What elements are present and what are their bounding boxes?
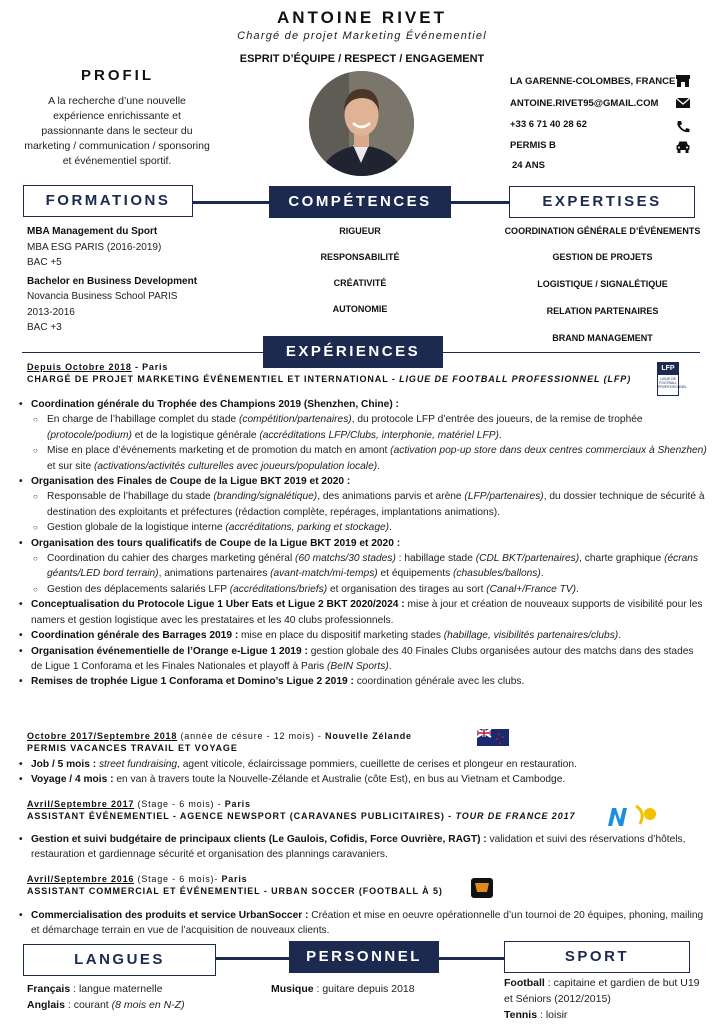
contact-phone[interactable] [510, 119, 695, 130]
experience-4-title: ASSISTANT COMMERCIAL ET ÉVÉNEMENTIEL - URBAN SOCCER (FOOTBALL À 5) [27, 886, 443, 896]
phone-text[interactable]: +33 6 71 40 28 62 [510, 119, 587, 130]
urban-soccer-logo [471, 878, 493, 898]
mail-icon [675, 96, 691, 110]
profile-photo [309, 71, 414, 176]
formation-2-title: Bachelor en Business Development [27, 275, 198, 287]
list-item: • Coordination générale des Barrages 2019 : mise en place du dispositif marketing stades (habillage, visibilités partenaires/clubs). [17, 628, 707, 643]
list-item: • Organisation des tours qualificatifs de Coupe de la Ligue BKT 2019 et 2020 : [17, 536, 707, 551]
expertises-heading: EXPERTISES [509, 186, 695, 218]
experience-4-details [17, 908, 707, 939]
expertise-item: COORDINATION GÉNÉRALE D’ÉVÉNEMENTS [504, 226, 701, 236]
experience-3-details [17, 832, 707, 863]
experience-4-date: Avril/Septembre 2016 (Stage - 6 mois)- Paris [27, 874, 248, 884]
list-item: • Organisation événementielle de l’Orange e-Ligue 1 2019 : gestion globale des 40 Finales Clubs organisées autour des matchs dans des stades de Ligue 1 Conforama et les Finales Nationales et playoff à Paris (BeIN Sports). [17, 644, 707, 675]
formation-2-years: 2013-2016 [27, 306, 75, 318]
langue-item: Anglais : courant (8 mois en N-Z) [27, 999, 185, 1011]
list-item: • Commercialisation des produits et service UrbanSoccer : Création et mise en oeuvre opérationnelle d’un tournoi de 20 équipes, phoning, mailing et démarchage terrain en vue de l’acquisition de nouveaux clients. [17, 908, 707, 939]
competence-item: RESPONSABILITÉ [320, 252, 400, 262]
experience-1-date: Depuis Octobre 2018 - Paris [27, 362, 169, 372]
job-title: Chargé de projet Marketing Événementiel [237, 30, 487, 42]
formations-heading: FORMATIONS [23, 185, 193, 217]
experience-3-date: Avril/Septembre 2017 (Stage - 6 mois) - Paris [27, 799, 251, 809]
list-item: ○ Gestion globale de la logistique interne (accréditations, parking et stockage). [17, 520, 707, 535]
contact-address [510, 76, 695, 87]
experience-2-details [17, 757, 707, 788]
formation-2-school: Novancia Business School PARIS [27, 291, 178, 302]
list-item: ○ Mise en place d’événements marketing et de promotion du match en amont (activation pop-up store dans deux centres commerciaux à Shenzhen) et sur site (activations/activités culturelles avec joueurs/population locale). [17, 443, 707, 474]
competences-heading: COMPÉTENCES [269, 186, 451, 218]
experience-2-date: Octobre 2017/Septembre 2018 (année de césure - 12 mois) - Nouvelle Zélande [27, 731, 412, 741]
langue-item: Français : langue maternelle [27, 983, 163, 995]
contact-email[interactable] [510, 98, 695, 109]
expertise-item: RELATION PARTENAIRES [546, 306, 659, 316]
list-item: • Conceptualisation du Protocole Ligue 1 Uber Eats et Ligue 2 BKT 2020/2024 : mise à jour et création de nouveaux supports de visibilité pour les namers et gestion logistique avec les prestataires et les 40 clubs professionnels. [17, 597, 707, 628]
candidate-name: ANTOINE RIVET [277, 8, 447, 27]
experience-1-title: CHARGÉ DE PROJET MARKETING ÉVÉNEMENTIEL ET INTERNATIONAL - LIGUE DE FOOTBALL PROFESSIONNEL (LFP) [27, 374, 632, 384]
competence-item: RIGUEUR [339, 226, 381, 236]
list-item: • Job / 5 mois : street fundraising, agent viticole, éclaircissage pommiers, cueillette de cerises et plongeur en restauration. [17, 757, 707, 772]
experiences-heading: EXPÉRIENCES [263, 336, 443, 368]
experience-3-title: ASSISTANT ÉVÉNEMENTIEL - AGENCE NEWSPORT (CARAVANES PUBLICITAIRES) - TOUR DE FRANCE 2017 [27, 811, 576, 821]
expertise-item: GESTION DE PROJETS [552, 252, 653, 262]
email-text[interactable]: ANTOINE.RIVET95@GMAIL.COM [510, 98, 659, 109]
sport-heading: SPORT [504, 941, 690, 973]
phone-icon [675, 120, 691, 134]
expertise-item: BRAND MANAGEMENT [552, 333, 653, 343]
experience-2-title: PERMIS VACANCES TRAVAIL ET VOYAGE [27, 743, 238, 753]
newsport-logo [606, 804, 662, 828]
formations-list [27, 224, 257, 336]
list-item: ○ Responsable de l’habillage du stade (branding/signalétique), des animations parvis et arène (LFP/partenaires), du dossier technique de sécurité à destination des exploitants et préfectures (rédaction complète, repérages, implantations animations). [17, 489, 707, 520]
sport-item: Tennis : loisir [504, 1009, 568, 1021]
formation-1-title: MBA Management du Sport [27, 226, 158, 237]
personnel-item: Musique : guitare depuis 2018 [271, 983, 415, 995]
list-item: • Coordination générale du Trophée des Champions 2019 (Shenzhen, Chine) : [17, 397, 707, 412]
contact-age: 24 ANS [512, 160, 545, 171]
langues-list [27, 981, 257, 1013]
formation-2-level: BAC +3 [27, 322, 62, 333]
home-icon [675, 74, 691, 88]
list-item: • Voyage / 4 mois : en van à travers toute la Nouvelle-Zélande et Australie (côte Est), en bus au Vietnam et Cambodge. [17, 772, 707, 787]
values-tagline: ESPRIT D’ÉQUIPE / RESPECT / ENGAGEMENT [239, 53, 485, 65]
list-item: ○ Gestion des déplacements salariés LFP (accréditations/briefs) et organisation des tirages au sort (Canal+/France TV). [17, 582, 707, 597]
sport-item: Football : capitaine et gardien de but U19 et Séniors (2012/2015) [504, 977, 700, 1005]
lfp-logo: LFP LIGUE DE FOOTBALL PROFESSIONNEL [657, 362, 679, 396]
list-item: • Gestion et suivi budgétaire de principaux clients (Le Gaulois, Cofidis, Force Ouvrière, RAGT) : validation et suivi des réservations d’hôtels, restauration et gardiennage sécurité et organisation des plannings caravaniers. [17, 832, 707, 863]
formation-1-school: MBA ESG PARIS (2016-2019) [27, 241, 162, 253]
list-item: • Remises de trophée Ligue 1 Conforama et Domino’s Ligue 2 2019 : coordination générale avec les clubs. [17, 674, 707, 689]
formation-1-level: BAC +5 [27, 257, 62, 268]
competence-item: AUTONOMIE [332, 304, 388, 314]
contact-license [510, 140, 695, 151]
new-zealand-flag-icon [477, 729, 509, 746]
address-text: LA GARENNE-COLOMBES, FRANCE [510, 76, 676, 87]
personnel-heading: PERSONNEL [289, 941, 439, 973]
expertise-item: LOGISTIQUE / SIGNALÉTIQUE [537, 279, 668, 289]
profil-heading: PROFIL [81, 67, 154, 84]
list-item: ○ En charge de l’habillage complet du stade (compétition/partenaires), du protocole LFP d’entrée des joueurs, de la remise de trophée (protocole/podium) et de la logistique générale (accréditations LFP/Clubs, interphonie, matériel LFP). [17, 412, 707, 443]
car-icon [675, 140, 691, 154]
list-item: • Organisation des Finales de Coupe de la Ligue BKT 2019 et 2020 : [17, 474, 707, 489]
experience-1-details [17, 397, 707, 690]
profil-text: A la recherche d’une nouvelle expérience enrichissante et passionnante dans le secteur du marketing / communication / sponsoring et événementiel sportif. [24, 95, 210, 167]
license-text: PERMIS B [510, 140, 556, 151]
competence-item: CRÉATIVITÉ [333, 278, 387, 288]
sport-list [504, 975, 704, 1023]
langues-heading: LANGUES [23, 944, 216, 976]
list-item: ○ Coordination du cahier des charges marketing général (60 matchs/30 stades) : habillage stade (CDL BKT/partenaires), charte graphique (écrans géants/LED bord terrain), animations partenaires (avant-match/mi-temps) et équipements (chasubles/ballons). [17, 551, 707, 582]
